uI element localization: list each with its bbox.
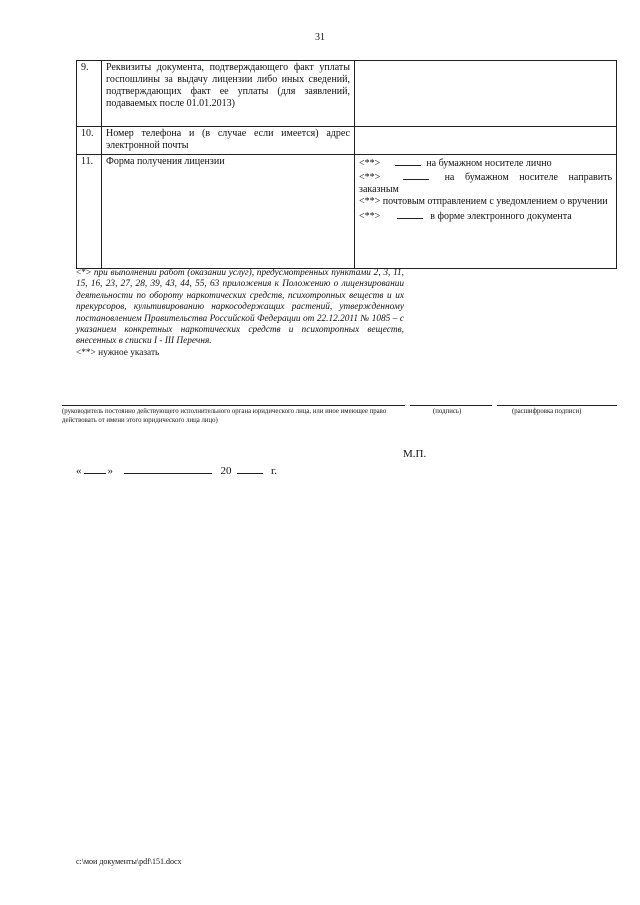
- option-mark: <**>: [359, 172, 381, 183]
- option-electronic[interactable]: [359, 208, 612, 223]
- option-text: в форме электронного документа: [430, 211, 572, 222]
- day-blank[interactable]: [84, 462, 106, 474]
- row-description: Форма получения лицензии: [102, 155, 355, 269]
- month-blank[interactable]: [124, 462, 212, 474]
- footnote-text: при выполнении работ (оказании услуг), предусмотренных пунктами 2, 3, 11, 15, 16, 23, 27, 28, 39, 43, 44, 55, 63 приложения к Положению о лицензировании деятельности по обороту наркотических средств, психотропных веществ и их прекурсоров, культивированию наркосодержащих растений, утвержденному постановлением Правительства Российской Федерации от 22.12.2011 № 1085 – с указанием конкретных наркотических средств и психотропных веществ, внесенных в списки I - III Перечня.: [76, 268, 405, 347]
- row-number: 9.: [77, 61, 102, 127]
- row-number: 11.: [77, 155, 102, 269]
- option-text: на бумажном носителе направить заказным: [359, 172, 613, 195]
- option-mark: <**>: [359, 211, 381, 222]
- page-number: 31: [315, 32, 325, 43]
- row-value-field[interactable]: [355, 127, 617, 155]
- table-row: [77, 127, 617, 155]
- application-table: [76, 60, 617, 269]
- option-mark: <**>: [359, 196, 381, 207]
- year-blank[interactable]: [237, 462, 263, 474]
- row-description: Номер телефона и (в случае если имеется) адрес электронной почты: [102, 127, 355, 155]
- decode-signature-line[interactable]: [497, 405, 617, 406]
- option-text: на бумажном носителе лично: [426, 158, 552, 169]
- license-form-options: [355, 155, 617, 269]
- decode-signature-label: (расшифровка подписи): [512, 408, 582, 415]
- footnote-star: [76, 268, 404, 348]
- option-mark: <**>: [359, 158, 381, 169]
- signature-line[interactable]: [410, 405, 492, 406]
- row-number: 10.: [77, 127, 102, 155]
- footnote-text: нужное указать: [98, 347, 160, 358]
- row-description: Реквизиты документа, подтверждающего факт уплаты госпошлины за выдачу лицензии либо иных сведений, подтверждающих факт ее уплаты (для заявлений, подаваемых после 01.01.2013): [102, 61, 355, 127]
- option-post-with-notification[interactable]: [359, 196, 612, 208]
- date-open-quote: «: [76, 465, 82, 477]
- footer-file-path: c:\мои документы\pdf\151.docx: [76, 857, 182, 866]
- table-row: [77, 61, 617, 127]
- table-row: [77, 155, 617, 269]
- signature-label: (подпись): [433, 408, 462, 415]
- footnotes: [76, 268, 404, 359]
- option-paper-in-person[interactable]: [359, 156, 612, 170]
- signature-block: [0, 405, 640, 435]
- date-line: [76, 462, 277, 477]
- footnote-mark: <*>: [76, 268, 92, 278]
- option-paper-registered-mail[interactable]: [359, 170, 612, 196]
- footnote-mark: <**>: [76, 347, 96, 358]
- date-suffix: г.: [271, 465, 278, 477]
- option-blank[interactable]: [403, 170, 429, 180]
- date-close-quote: »: [107, 465, 113, 477]
- stamp-place: М.П.: [403, 448, 427, 460]
- head-label: (руководитель постоянно действующего исполнительного органа юридического лица, или иное имеющее право действовать от имени этого юридического лица лицо): [62, 408, 387, 424]
- footnote-double-star: [76, 348, 404, 359]
- year-prefix: 20: [220, 465, 232, 477]
- option-blank[interactable]: [397, 209, 423, 219]
- row-value-field[interactable]: [355, 61, 617, 127]
- head-signature-line[interactable]: [62, 405, 405, 406]
- option-text: почтовым отправлением с уведомлением о вручении: [382, 196, 608, 207]
- option-blank[interactable]: [395, 156, 421, 166]
